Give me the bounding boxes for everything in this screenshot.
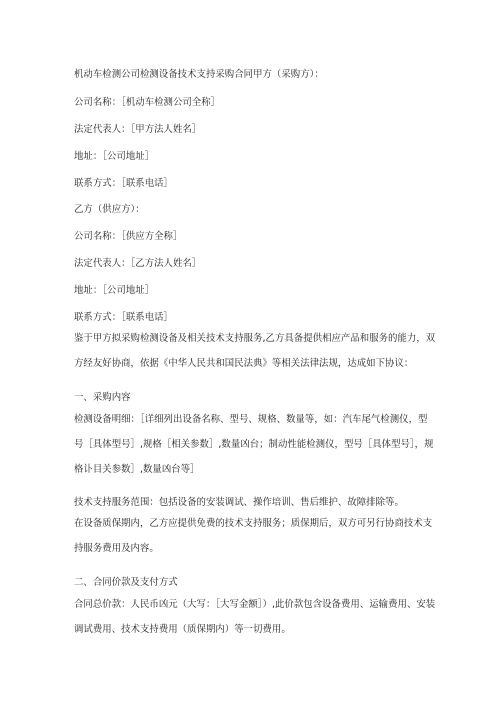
- warranty-paragraph: 在设备质保期内，乙方应提供免费的技术支持服务；质保期后，双方可另行协商技术支持服务费用及内容。: [74, 518, 433, 554]
- party-b-heading: 乙方（供应方）：: [74, 204, 145, 215]
- document-heading: 机动车检测公司检测设备技术支持采购合同甲方（采购方）：: [74, 69, 324, 80]
- preamble-paragraph: 鉴于甲方拟采购检测设备及相关技术支持服务,乙方具备提供相应产品和服务的能力，双方经友好协商，依据《中华人民共和国民法典》等相关法律法规，达成如下协议：: [74, 333, 436, 369]
- tech-support-scope: 技术支持服务范围：包括设备的安装调试、操作培训、售后维护、故障排除等。: [74, 497, 404, 508]
- party-b-address: 地址：［公司地址］: [74, 285, 155, 296]
- equipment-detail-paragraph: 检测设备明细：［详细列出设备名称、型号、规格、数量等，如：汽车尾气检测仪，型号［具体型号］,规格［相关参数］,数量凶台；制动性能检测仪，型号［具体型号］，规格讣目关参数］,数量凶台等］: [74, 414, 434, 475]
- party-a-contact: 联系方式：［联系电话］: [74, 178, 173, 189]
- total-price-paragraph: 合同总价款：人民币凶元（大写：［大写金额］）,此价款包含设备费用、运输费用、安装调试费用、技术支持费用（质保期内）等一切费用。: [74, 599, 436, 635]
- section-1-title: 一、采购内容: [74, 392, 131, 403]
- party-b-contact: 联系方式：［联系电话］: [74, 312, 173, 323]
- party-a-legal-rep: 法定代表人：［甲方法人姓名］: [74, 124, 202, 135]
- party-b-company: 公司名称：［供应方全称］: [74, 231, 183, 242]
- party-b-legal-rep: 法定代表人：［乙方法人姓名］: [74, 258, 202, 269]
- party-a-address: 地址：［公司地址］: [74, 151, 155, 162]
- section-2-title: 二、合同价款及支付方式: [74, 577, 178, 588]
- party-a-company: 公司名称：［机动车检测公司全称］: [74, 97, 221, 108]
